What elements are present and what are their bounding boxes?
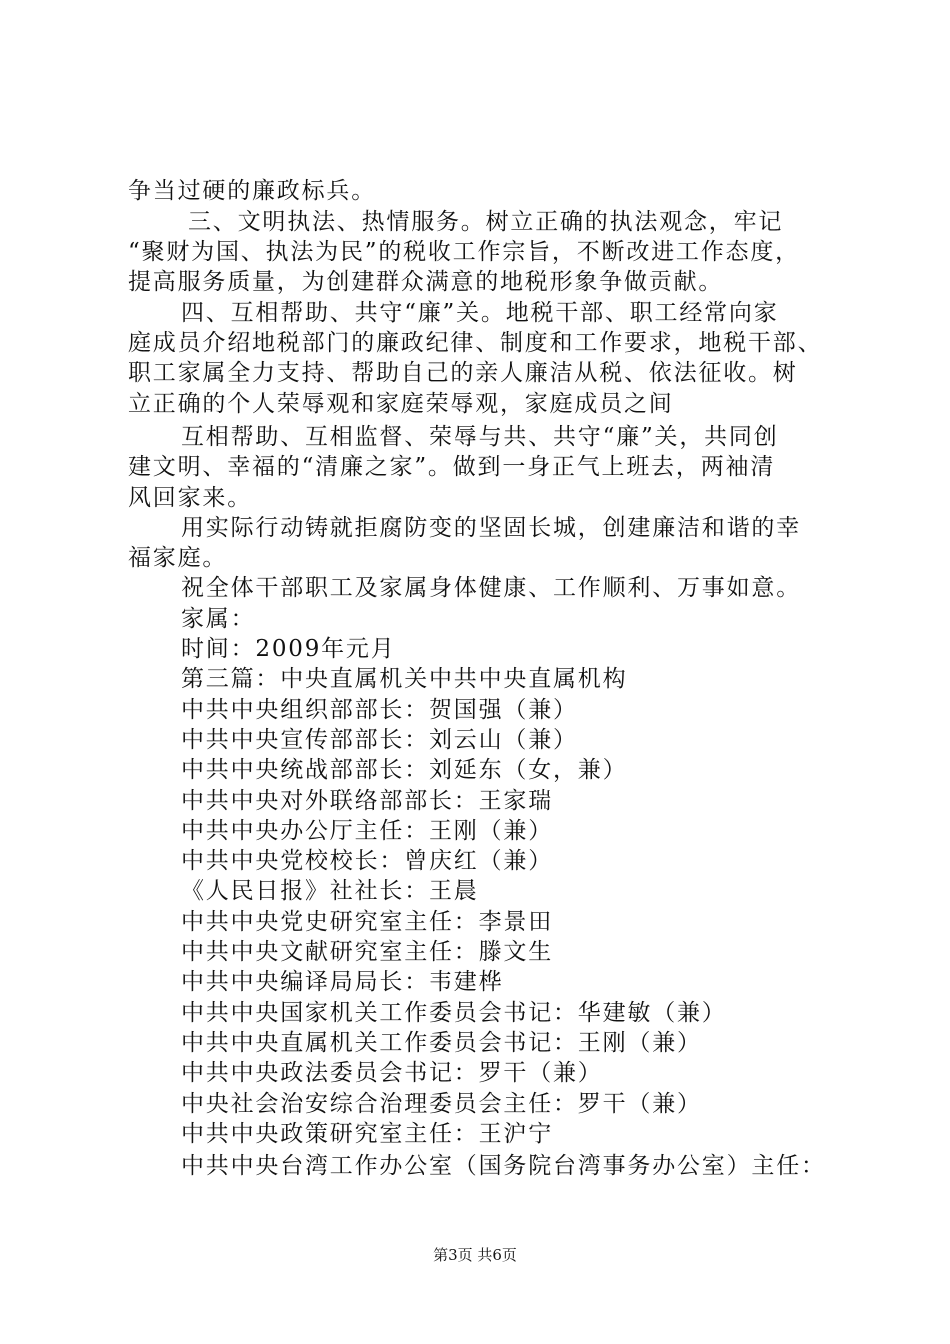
text-line: 三、文明执法、热情服务。树立正确的执法观念，牢记 [188,209,784,235]
list-item: 《人民日报》社社长：王晨 [181,878,479,904]
list-item: 中共中央组织部部长：贺国强（兼） [181,697,578,723]
text-line: 祝全体干部职工及家属身体健康、工作顺利、万事如意。 [181,575,801,601]
list-item: 中共中央党校校长：曾庆红（兼） [181,848,553,874]
text-line: 建文明、幸福的“清廉之家”。做到一身正气上班去，两袖清 [128,454,776,480]
text-line: 职工家属全力支持、帮助自己的亲人廉洁从税、依法征收。树 [128,360,798,386]
text-line: 争当过硬的廉政标兵。 [128,178,376,204]
list-item: 中共中央党史研究室主任：李景田 [181,909,553,935]
list-item: 中央社会治安综合治理委员会主任：罗干（兼） [181,1091,702,1117]
list-item: 中共中央编译局局长：韦建桦 [181,969,504,995]
text-line: 立正确的个人荣辱观和家庭荣辱观，家庭成员之间 [128,391,674,417]
list-item: 中共中央直属机关工作委员会书记：王刚（兼） [181,1030,702,1056]
text-line: 庭成员介绍地税部门的廉政纪律、制度和工作要求，地税干部、 [128,330,823,356]
text-line: 时间：2009年元月 [181,636,396,662]
section-title: 第三篇：中央直属机关中共中央直属机构 [181,666,628,692]
list-item: 中共中央统战部部长：刘延东（女，兼） [181,757,628,783]
list-item: 中共中央政策研究室主任：王沪宁 [181,1121,553,1147]
text-line: 家属： [181,606,256,632]
list-item: 中共中央政法委员会书记：罗干（兼） [181,1060,603,1086]
text-line: 四、互相帮助、共守“廉”关。地税干部、职工经常向家 [181,300,779,326]
list-item: 中共中央国家机关工作委员会书记：华建敏（兼） [181,1000,727,1026]
list-item: 中共中央办公厅主任：王刚（兼） [181,818,553,844]
text-line: 互相帮助、互相监督、荣辱与共、共守“廉”关，共同创 [181,424,779,450]
text-line: 提高服务质量，为创建群众满意的地税形象争做贡献。 [128,269,724,295]
text-line: “聚财为国、执法为民”的税收工作宗旨，不断改进工作态度， [128,239,800,265]
text-line: 福家庭。 [128,545,228,571]
list-item: 中共中央宣传部部长：刘云山（兼） [181,727,578,753]
text-line: 风回家来。 [128,485,252,511]
list-item: 中共中央文献研究室主任：滕文生 [181,939,553,965]
list-item: 中共中央台湾工作办公室（国务院台湾事务办公室）主任： [181,1153,826,1179]
list-item: 中共中央对外联络部部长：王家瑞 [181,788,553,814]
text-line: 用实际行动铸就拒腐防变的坚固长城，创建廉洁和谐的幸 [181,515,801,541]
page-number-footer: 第3页 共6页 [433,1246,517,1264]
